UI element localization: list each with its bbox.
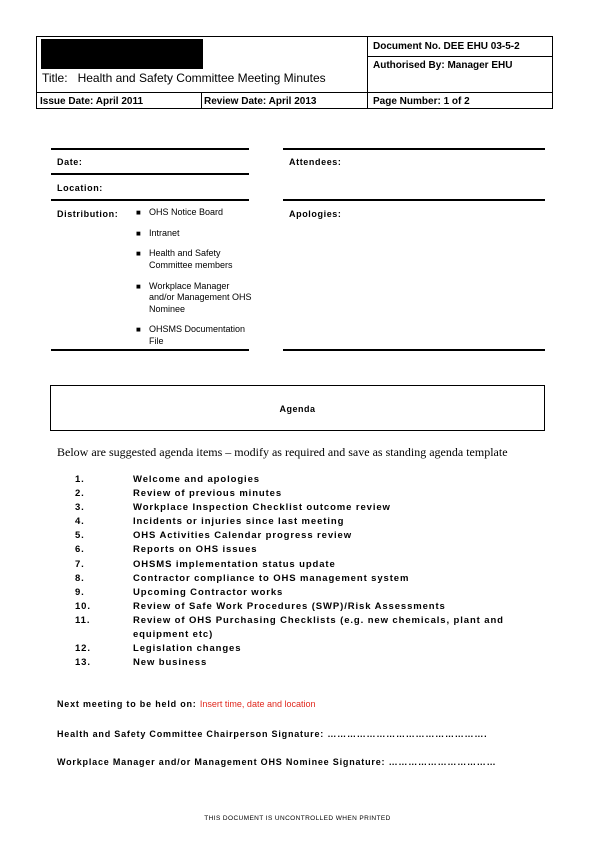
issue-date: Issue Date: April 2011 (40, 96, 144, 107)
agenda-title: Agenda (279, 404, 316, 414)
header-divider (37, 92, 552, 93)
table-rule (283, 349, 545, 351)
table-rule (283, 148, 545, 150)
list-item: 5. OHS Activities Calendar progress review (75, 530, 353, 542)
footer-note: THIS DOCUMENT IS UNCONTROLLED WHEN PRINTED (204, 815, 391, 822)
date-label: Date: (57, 157, 83, 167)
list-item: 4. Incidents or injuries since last meeting (75, 516, 345, 528)
agenda-header-box (50, 385, 545, 431)
list-item: 9. Upcoming Contractor works (75, 586, 284, 598)
document-title (42, 71, 326, 85)
distribution-label: Distribution: (57, 209, 119, 219)
next-meeting-label: Next meeting to be held on: (57, 699, 197, 709)
list-item: 13. New business (75, 657, 208, 669)
table-rule (283, 199, 545, 201)
list-item: ■ Health and Safety Committee members (136, 248, 233, 270)
distribution-list (136, 207, 256, 356)
redacted-logo-block (41, 39, 203, 69)
list-item: 7. OHSMS implementation status update (75, 558, 336, 570)
list-item: ■ Intranet (136, 227, 180, 238)
agenda-list (66, 473, 533, 670)
list-item: 11. Review of OHS Purchasing Checklists (e.g. new chemicals, plant and equipment etc) (75, 614, 504, 641)
list-item: 8. Contractor compliance to OHS management system (75, 572, 410, 584)
list-item: 12. Legislation changes (75, 643, 242, 655)
bullet-icon: ■ (136, 208, 141, 217)
header-divider (367, 56, 552, 57)
nominee-signature-line: Workplace Manager and/or Management OHS Nominee Signature: …………………………… (57, 757, 497, 767)
next-meeting-placeholder[interactable]: Insert time, date and location (199, 699, 316, 709)
bullet-icon: ■ (136, 281, 141, 291)
list-item: 3. Workplace Inspection Checklist outcome review (75, 502, 391, 514)
document-header (36, 36, 553, 109)
header-divider (367, 37, 368, 108)
list-item: 2. Review of previous minutes (75, 488, 283, 500)
list-item: 6. Reports on OHS issues (75, 544, 258, 556)
list-item: ■ OHS Notice Board (136, 207, 224, 217)
chair-signature-line: Health and Safety Committee Chairperson Signature: …………………………………………. (57, 729, 488, 739)
list-item: ■ OHSMS Documentation File (136, 324, 246, 346)
location-label: Location: (57, 183, 103, 193)
bullet-icon: ■ (136, 325, 141, 335)
table-rule (51, 199, 249, 201)
apologies-label: Apologies: (289, 209, 342, 219)
list-item: ■ Workplace Manager and/or Management OHS Nominee (136, 280, 252, 314)
header-divider (201, 92, 202, 108)
review-date: Review Date: April 2013 (204, 96, 317, 107)
bullet-icon: ■ (136, 249, 141, 259)
page-number: Page Number: 1 of 2 (373, 96, 470, 107)
agenda-intro: Below are suggested agenda items – modify as required and save as standing agenda template (57, 445, 508, 459)
bullet-icon: ■ (136, 228, 141, 238)
list-item: 10. Review of Safe Work Procedures (SWP)/Risk Assessments (75, 600, 446, 612)
attendees-label: Attendees: (289, 157, 342, 167)
document-number: Document No. DEE EHU 03-5-2 (373, 41, 520, 52)
title-text: Health and Safety Committee Meeting Minutes (77, 71, 326, 85)
table-rule (51, 148, 249, 150)
next-meeting-line (57, 699, 316, 709)
authorised-by: Authorised By: Manager EHU (373, 60, 513, 71)
table-rule (51, 173, 249, 175)
title-label: Title: (42, 71, 68, 85)
list-item: 1. Welcome and apologies (75, 474, 260, 485)
